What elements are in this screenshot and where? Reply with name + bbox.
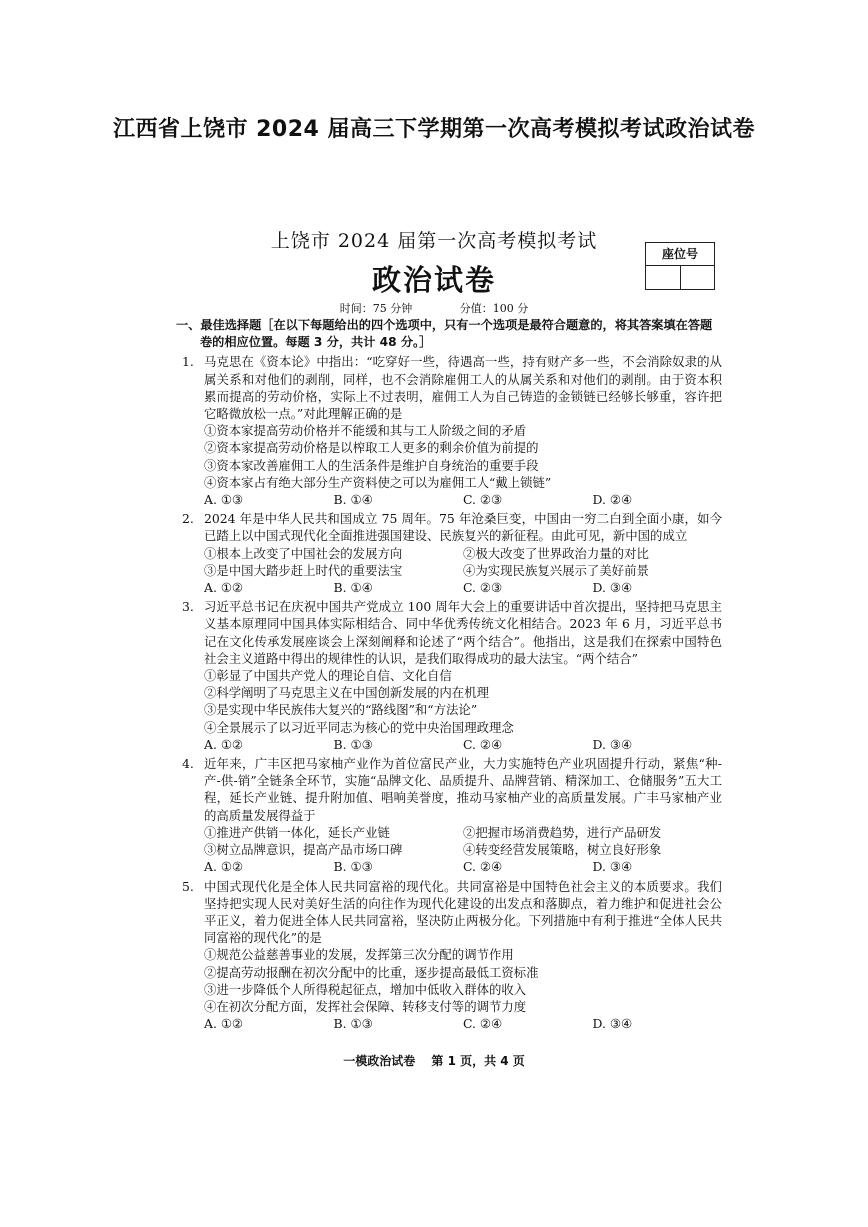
exam-time: 时间：75 分钟: [339, 302, 413, 315]
statement-list: [176, 667, 722, 736]
subject-title: 政治试卷: [371, 263, 496, 297]
statement-item: ③进一步降低个人所得税起征点，增加中低收入群体的收入: [204, 981, 527, 997]
answer-choice: B. ①③: [333, 736, 373, 752]
statement-item: ①规范公益慈善事业的发展，发挥第三次分配的调节作用: [204, 947, 514, 963]
question-stem: [176, 598, 722, 667]
seat-cell: [646, 266, 680, 289]
answer-choice: A. ①③: [204, 492, 244, 508]
question-text: 马克思在《资本论》中指出：“吃穿好一些，待遇高一些，持有财产多一些，不会消除奴隶的从属关系和对他们的剥削，同样，也不会消除雇佣工人的从属关系和对他们的剥削。由于资本积累而提高的劳动价格，实际上不过表明，雇佣工人为自己铸造的金锁链已经够长够重，容许把它略微放松一点。”对此理解正确的是: [204, 354, 722, 422]
statement-item: ①资本家提高劳动价格并不能缓和其与工人阶级之间的矛盾: [204, 423, 527, 439]
statement-list: [176, 545, 722, 579]
answer-choice: D. ②④: [592, 492, 633, 508]
answer-choice: B. ①③: [333, 1016, 373, 1032]
answer-choice: C. ②④: [463, 736, 503, 752]
exam-title: 上饶市 2024 届第一次高考模拟考试: [270, 230, 598, 252]
question-5: [176, 878, 722, 1033]
statement-item: ②极大改变了世界政治力量的对比: [463, 545, 649, 561]
answer-choices: [176, 491, 722, 508]
seat-cell: [680, 266, 715, 289]
question-number: 2.: [182, 511, 194, 527]
seat-number-box: [645, 242, 715, 290]
answer-choices: [176, 858, 722, 875]
statement-item: ④为实现民族复兴展示了美好前景: [463, 562, 649, 578]
answer-choice: D. ③④: [592, 580, 633, 596]
question-number: 5.: [182, 878, 194, 894]
statement-item: ②科学阐明了马克思主义在中国创新发展的内在机理: [204, 685, 489, 701]
statement-item: ①根本上改变了中国社会的发展方向: [204, 545, 403, 561]
page-title: 江西省上饶市 2024 届高三下学期第一次高考模拟考试政治试卷: [112, 117, 756, 142]
question-text: 2024 年是中华人民共和国成立 75 周年。75 年沧桑巨变，中国由一穷二白到全面小康，如今已踏上以中国式现代化全面推进强国建设、民族复兴的新征程。由此可见，新中国的成立: [204, 511, 722, 544]
question-stem: [176, 353, 722, 422]
answer-choice: A. ①②: [204, 1016, 244, 1032]
footer-subject: 一模政治试卷: [343, 1054, 416, 1068]
question-number: 4.: [182, 756, 194, 772]
statement-list: [176, 422, 722, 491]
question-stem: [176, 878, 722, 947]
section-heading-line: 一、最佳选择题［在以下每题给出的四个选项中，只有一个选项是最符合题意的，将其答案填在答题: [176, 318, 713, 332]
statement-item: ②把握市场消费趋势，进行产品研发: [463, 824, 662, 840]
answer-choice: B. ①④: [333, 580, 373, 596]
answer-choice: D. ③④: [592, 859, 633, 875]
answer-choice: A. ①②: [204, 580, 244, 596]
statement-item: ③树立品牌意识，提高产品市场口碑: [204, 842, 403, 858]
question-3: [176, 598, 722, 753]
statement-item: ④全景展示了以习近平同志为核心的党中央治国理政理念: [204, 719, 514, 735]
statement-item: ②资本家提高劳动价格是以榨取工人更多的剩余价值为前提的: [204, 440, 539, 456]
answer-choice: B. ①④: [333, 492, 373, 508]
answer-choices: [176, 736, 722, 753]
question-text: 中国式现代化是全体人民共同富裕的现代化。共同富裕是中国特色社会主义的本质要求。我们坚持把实现人民对美好生活的向往作为现代化建设的出发点和落脚点，着力维护和促进社会公平正义，着力促进全体人民共同富裕，坚决防止两极分化。下列措施中有利于推进“全体人民共同富裕的现代化”的是: [204, 878, 722, 946]
statement-list: [176, 824, 722, 858]
answer-choices: [176, 1015, 722, 1032]
answer-choice: C. ②④: [463, 1016, 503, 1032]
answer-choices: [176, 579, 722, 596]
question-4: [176, 755, 722, 875]
section-heading-line: 卷的相应位置。每题 3 分，共计 48 分。］: [200, 335, 432, 350]
question-area: [176, 317, 722, 1032]
statement-item: ④在初次分配方面，发挥社会保障、转移支付等的调节力度: [204, 998, 527, 1014]
exam-score: 分值：100 分: [459, 302, 529, 315]
answer-choice: C. ②④: [463, 859, 503, 875]
section-heading: [176, 317, 722, 351]
exam-meta: [0, 300, 868, 316]
question-number: 3.: [182, 599, 194, 615]
answer-choice: D. ③④: [592, 1016, 633, 1032]
statement-item: ③是中国大踏步赶上时代的重要法宝: [204, 562, 403, 578]
statement-item: ②提高劳动报酬在初次分配中的比重，逐步提高最低工资标准: [204, 964, 539, 980]
question-stem: [176, 510, 722, 544]
statement-item: ①推进产供销一体化，延长产业链: [204, 824, 390, 840]
question-1: [176, 353, 722, 508]
answer-choice: D. ③④: [592, 736, 633, 752]
footer-page-number: 第 1 页，共 4 页: [431, 1054, 525, 1068]
statement-item: ③资本家改善雇佣工人的生活条件是维护自身统治的重要手段: [204, 457, 539, 473]
answer-choice: A. ①②: [204, 736, 244, 752]
answer-choice: C. ②③: [463, 580, 503, 596]
statement-item: ①彰显了中国共产党人的理论自信、文化自信: [204, 668, 452, 684]
answer-choice: C. ②③: [463, 492, 503, 508]
statement-list: [176, 946, 722, 1015]
statement-item: ④资本家占有绝大部分生产资料使之可以为雇佣工人“戴上锁链”: [204, 474, 552, 490]
question-text: 近年来，广丰区把马家柚产业作为首位富民产业，大力实施特色产业巩固提升行动，紧焦“种-产-供-销”全链条全环节，实施“品牌文化、品质提升、品牌营销、精深加工、仓储服务”五大工程，延长产业链、提升附加值、唱响美誉度，推动马家柚产业的高质量发展。广丰马家柚产业的高质量发展得益于: [204, 756, 722, 823]
seat-number-cells: [646, 266, 714, 289]
question-text: 习近平总书记在庆祝中国共产党成立 100 周年大会上的重要讲话中首次提出，坚持把马克思主义基本原理同中国具体实际相结合、同中华优秀传统文化相结合。2023 年 6 月，习近平总书记在文化传承发展座谈会上深刻阐释和论述了“两个结合”。他指出，这是我们在探索中国特色社会主义道路中得出的规律性的认识，是我们取得成功的最大法宝。“两个结合”: [204, 599, 722, 666]
seat-number-label: 座位号: [646, 243, 714, 266]
answer-choice: B. ①③: [333, 859, 373, 875]
statement-item: ④转变经营发展策略，树立良好形象: [463, 842, 662, 858]
question-list: [176, 353, 722, 1032]
statement-item: ③是实现中华民族伟大复兴的“路线图”和“方法论”: [204, 702, 478, 718]
question-2: [176, 510, 722, 596]
question-number: 1.: [182, 354, 194, 370]
answer-choice: A. ①②: [204, 859, 244, 875]
question-stem: [176, 755, 722, 824]
page-footer: [0, 1052, 868, 1069]
